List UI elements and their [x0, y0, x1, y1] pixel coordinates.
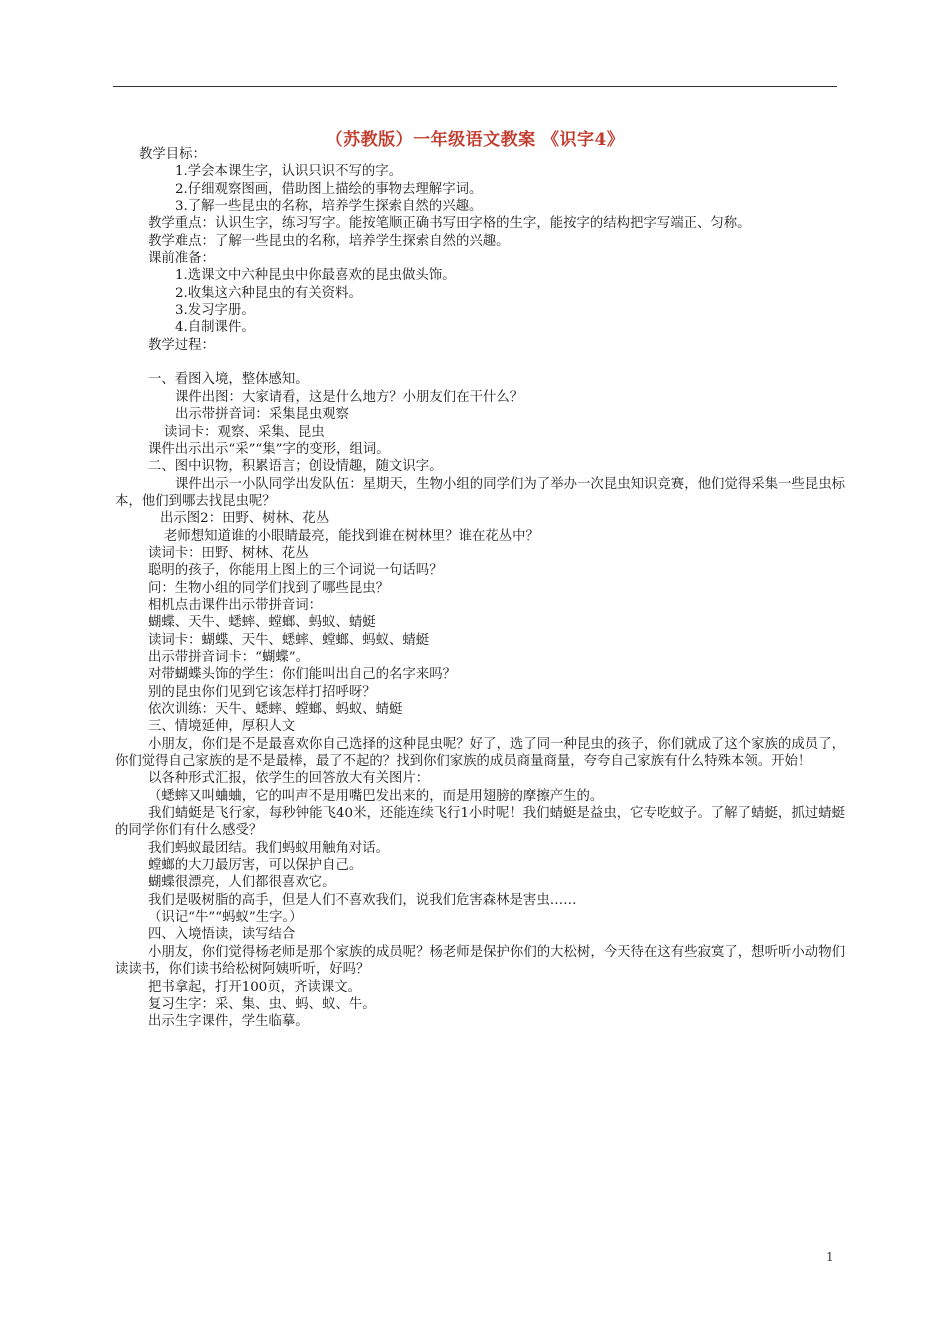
text-line: 把书拿起，打开100页，齐读课文。 [148, 979, 362, 995]
text-line: 2.仔细观察图画，借助图上描绘的事物去理解字词。 [175, 181, 483, 197]
text-line: 课件出示出示“采”“集”字的变形，组词。 [148, 441, 390, 457]
page-number: 1 [826, 1250, 834, 1264]
text-line: 蝴蝶很漂亮，人们都很喜欢它。 [148, 875, 336, 891]
text-line: 依次训练：天牛、蟋蟀、螳螂、蚂蚁、蜻蜓 [148, 702, 403, 717]
text-line: 3.了解一些昆虫的名称，培养学生探索自然的兴趣。 [175, 199, 483, 215]
blank-line [115, 354, 845, 371]
text-line: 1.学会本课生字，认识只识不写的字。 [175, 164, 403, 180]
header-rule [113, 86, 837, 87]
text-line: 对带蝴蝶头饰的学生：你们能叫出自己的名字来吗？ [148, 667, 456, 683]
text-line: 3.发习字册。 [175, 303, 255, 319]
text-line: 读词卡：田野、树林、花丛 [148, 545, 309, 561]
text-line: 出示生字课件，学生临摹。 [148, 1014, 309, 1030]
text-line: 我们是吸树脂的高手，但是人们不喜欢我们，说我们危害森林是害虫…… [148, 892, 577, 908]
text-line: 老师想知道谁的小眼睛最亮，能找到谁在树林里？谁在花丛中？ [164, 528, 539, 544]
text-line: 问：生物小组的同学们找到了哪些昆虫？ [148, 580, 390, 596]
document-body [115, 146, 845, 1031]
text-line: （蟋蟀又叫蛐蛐，它的叫声不是用嘴巴发出来的，而是用翅膀的摩擦产生的。 [148, 788, 604, 804]
text-line: 三、情境延伸，厚积人文 [148, 719, 296, 735]
text-line: 以各种形式汇报，依学生的回答放大有关图片： [148, 771, 430, 787]
text-line: 1.选课文中六种昆虫中你最喜欢的昆虫做头饰。 [175, 268, 456, 284]
text-line: 2.收集这六种昆虫的有关资料。 [175, 285, 362, 301]
text-line: 读词卡：蝴蝶、天牛、蟋蟀、螳螂、蚂蚁、蜻蜓 [148, 632, 430, 648]
text-paragraph: 课件出示一小队同学出发队伍：星期天，生物小组的同学们为了举办一次昆虫知识竞赛，他们觉得采集一些昆虫标本，他们到哪去找昆虫呢？ [115, 476, 845, 509]
text-line: 教学难点：了解一些昆虫的名称，培养学生探索自然的兴趣。 [148, 233, 510, 249]
text-line: 教学过程： [148, 337, 215, 353]
text-paragraph: 教学重点：认识生字，练习写字。能按笔顺正确书写田字格的生字，能按字的结构把字写端正、匀称。 [148, 216, 751, 232]
text-line: 复习生字：采、集、虫、蚂、蚁、牛。 [148, 996, 376, 1012]
text-line: 出示图2：田野、树林、花丛 [160, 511, 330, 527]
text-line: 聪明的孩子，你能用上图上的三个词说一句话吗？ [148, 563, 443, 579]
text-line: 我们蚂蚁最团结。我们蚂蚁用触角对话。 [148, 840, 390, 856]
text-line: 二、图中识物，积累语言；创设情趣，随文识字。 [148, 459, 443, 475]
text-paragraph: 我们蜻蜓是飞行家，每秒钟能飞40米，还能连续飞行1小时呢！我们蜻蜓是益虫，它专吃蚊子。了解了蜻蜓，抓过蜻蜓的同学你们有什么感受？ [115, 806, 845, 839]
text-line: （识记“牛”“蚂蚁”生字。） [148, 910, 303, 926]
text-line: 别的昆虫你们见到它该怎样打招呼呀？ [148, 684, 376, 700]
text-line: 课件出图：大家请看，这是什么地方？小朋友们在干什么？ [175, 389, 524, 405]
text-line: 四、入境悟读，读写结合 [148, 927, 296, 943]
text-line: 4.自制课件。 [175, 320, 255, 336]
text-line: 读词卡：观察、采集、昆虫 [164, 424, 325, 440]
text-line: 蝴蝶、天牛、蟋蟀、螳螂、蚂蚁、蜻蜓 [148, 615, 376, 631]
text-line: 螳螂的大刀最厉害，可以保护自己。 [148, 858, 363, 874]
text-line: 教学目标： [139, 147, 206, 162]
text-line: 出示带拼音词：采集昆虫观察 [175, 407, 350, 423]
text-line: 相机点击课件出示带拼音词： [148, 597, 323, 613]
text-line: 出示带拼音词卡：“蝴蝶”。 [148, 649, 309, 665]
text-paragraph: 小朋友，你们是不是最喜欢你自己选择的这种昆虫呢？好了，选了同一种昆虫的孩子，你们就成了这个家族的成员了，你们觉得自己家族的是不是最棒，最了不起的？找到你们家族的成员商量商量，夸夸自己家族有什么特殊本领。开始！ [115, 736, 845, 770]
text-line: 课前准备： [148, 251, 215, 267]
text-line: 一、看图入境，整体感知。 [148, 372, 309, 388]
text-paragraph: 小朋友，你们觉得杨老师是那个家族的成员呢？杨老师是保护你们的大松树，今天待在这有些寂寞了，想听听小动物们读读书，你们读书给松树阿姨听听，好吗？ [115, 944, 845, 978]
document-title: （苏教版）一年级语文教案 《识字4》 [325, 130, 625, 150]
